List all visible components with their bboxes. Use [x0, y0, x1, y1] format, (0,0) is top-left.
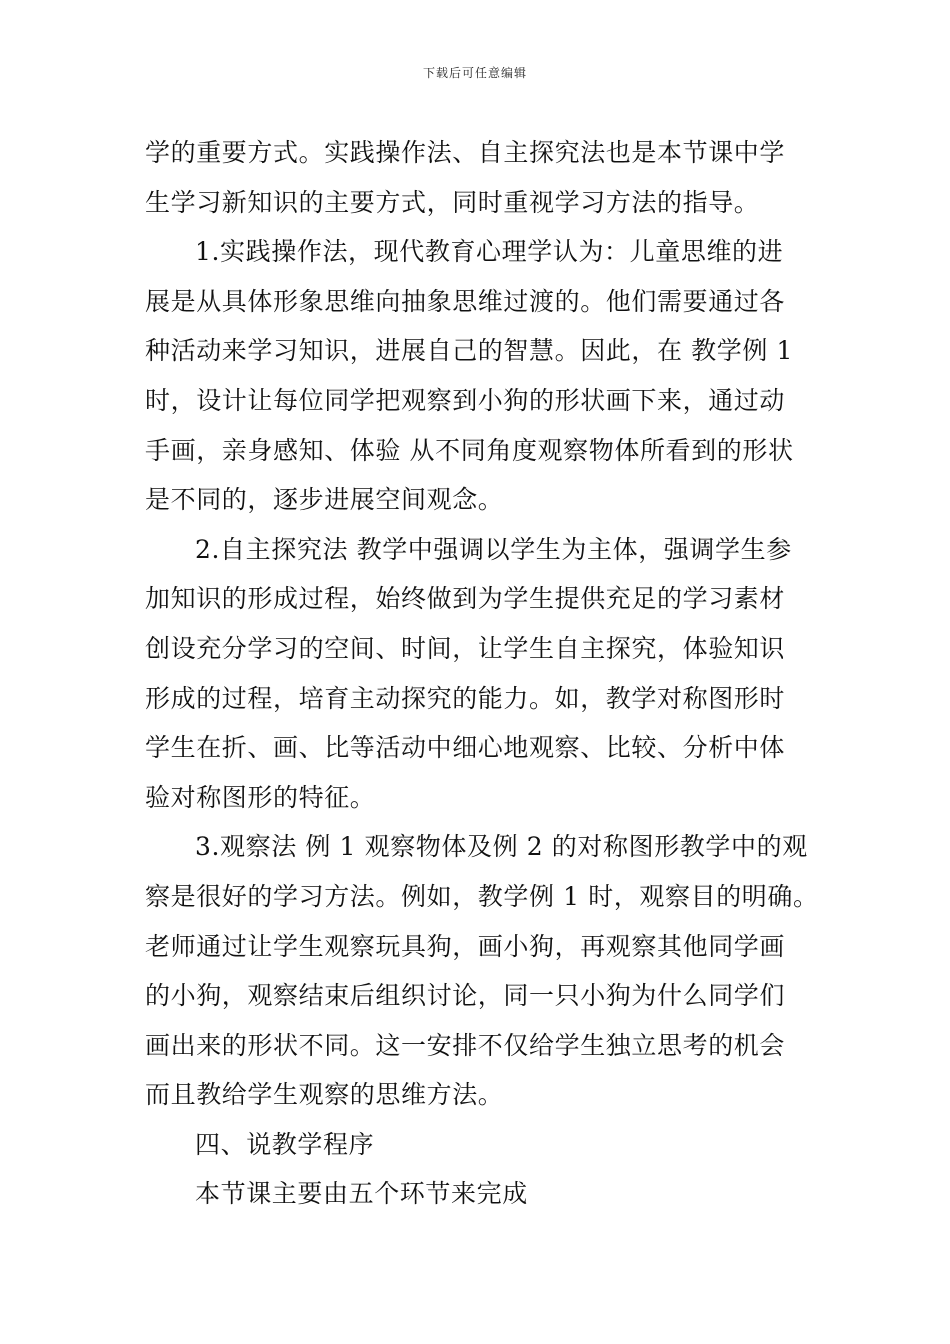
- text-line: 验对称图形的特征。: [145, 782, 376, 812]
- text-line: 而且教给学生观察的思维方法。: [145, 1080, 504, 1110]
- text-line: 1.实践操作法，现代教育心理学认为：儿童思维的进: [195, 237, 784, 267]
- text-line: 形成的过程，培育主动探究的能力。如，教学对称图形时: [145, 683, 786, 713]
- text-line: 本节课主要由五个环节来完成: [195, 1179, 528, 1209]
- text-line: 的小狗，观察结束后组织讨论，同一只小狗为什么同学们: [145, 981, 786, 1011]
- text-line: 种活动来学习知识，进展自己的智慧。因此，在 教学例 1: [145, 336, 794, 366]
- page-header: 下载后可任意编辑: [422, 66, 527, 80]
- text-line: 学的重要方式。实践操作法、自主探究法也是本节课中学: [145, 138, 786, 167]
- text-line: 生学习新知识的主要方式，同时重视学习方法的指导。: [145, 187, 760, 217]
- section-heading: 四、说教学程序: [195, 1129, 375, 1159]
- text-line: 画出来的形状不同。这一安排不仅给学生独立思考的机会: [145, 1030, 786, 1060]
- text-line: 加知识的形成过程，始终做到为学生提供充足的学习素材: [145, 584, 786, 614]
- text-line: 创设充分学习的空间、时间，让学生自主探究，体验知识: [145, 633, 786, 663]
- text-line: 察是很好的学习方法。例如，教学例 1 时，观察目的明确。: [145, 881, 819, 911]
- text-line: 展是从具体形象思维向抽象思维过渡的。他们需要通过各: [145, 286, 786, 316]
- text-line: 学生在折、画、比等活动中细心地观察、比较、分析中体: [145, 733, 786, 763]
- text-line: 2.自主探究法 教学中强调以学生为主体，强调学生参: [195, 534, 792, 564]
- text-line: 手画，亲身感知、体验 从不同角度观察物体所看到的形状: [145, 435, 794, 465]
- document-body: [145, 128, 819, 1219]
- text-line: 3.观察法 例 1 观察物体及例 2 的对称图形教学中的观: [195, 832, 808, 862]
- text-line: 是不同的，逐步进展空间观念。: [145, 485, 504, 515]
- text-line: 老师通过让学生观察玩具狗，画小狗，再观察其他同学画: [145, 931, 786, 961]
- text-line: 时，设计让每位同学把观察到小狗的形状画下来，通过动: [145, 385, 786, 415]
